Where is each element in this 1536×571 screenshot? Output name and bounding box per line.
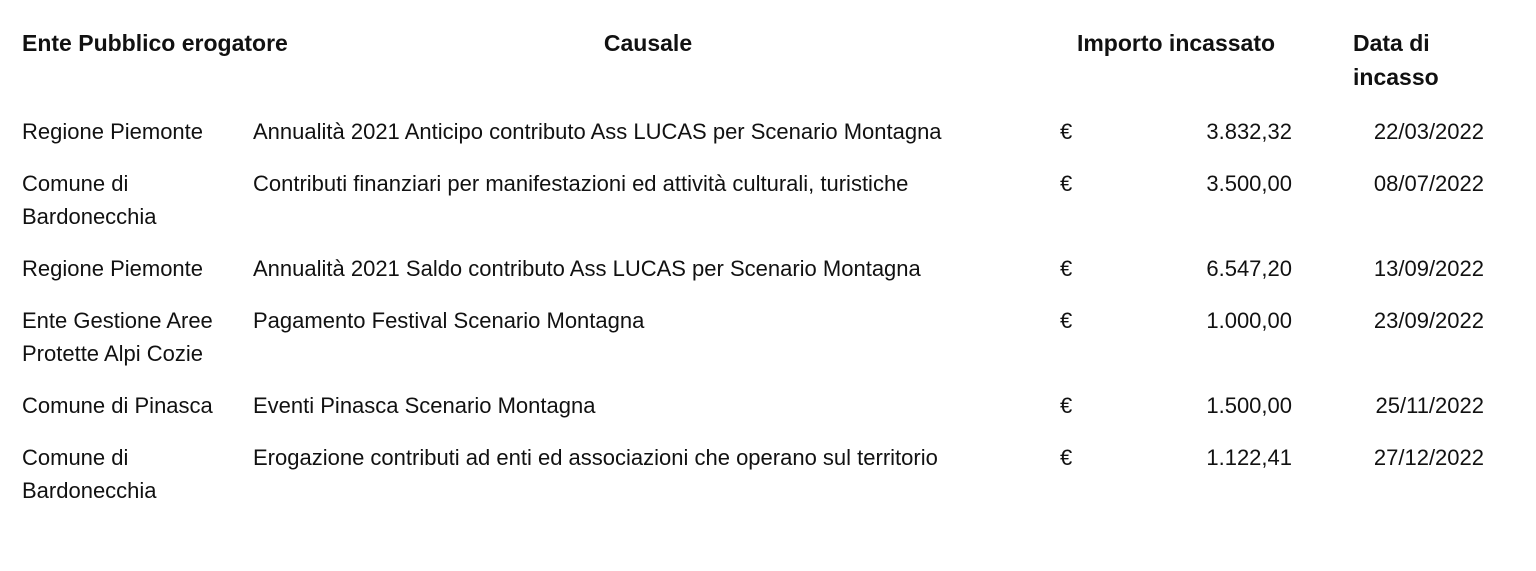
cell-importo: 6.547,20 (1206, 256, 1292, 281)
cell-currency: € (1060, 256, 1073, 281)
header-causale: Causale (603, 30, 693, 56)
header-ente: Ente Pubblico erogatore (22, 30, 288, 56)
cell-data: 08/07/2022 (1373, 171, 1484, 196)
cell-ente: Comune di Pinasca (22, 393, 213, 418)
cell-currency: € (1060, 393, 1073, 418)
cell-causale: Annualità 2021 Anticipo contributo Ass LUCAS per Scenario Montagna (253, 119, 942, 144)
cell-data: 23/09/2022 (1373, 308, 1484, 333)
cell-currency: € (1060, 119, 1073, 144)
cell-currency: € (1060, 445, 1073, 470)
cell-causale: Annualità 2021 Saldo contributo Ass LUCAS per Scenario Montagna (253, 256, 921, 281)
cell-currency: € (1060, 171, 1073, 196)
cell-importo: 1.122,41 (1206, 445, 1292, 470)
cell-causale: Contributi finanziari per manifestazioni ed attività culturali, turistiche (253, 171, 909, 196)
cell-ente: Regione Piemonte (22, 119, 204, 144)
header-data: Data di incasso (1353, 30, 1439, 90)
cell-causale: Erogazione contributi ad enti ed associazioni che operano sul territorio (253, 445, 938, 470)
cell-importo: 1.000,00 (1206, 308, 1292, 333)
cell-ente: Comune di Bardonecchia (22, 171, 157, 229)
cell-causale: Pagamento Festival Scenario Montagna (253, 308, 645, 333)
cell-ente: Ente Gestione Aree Protette Alpi Cozie (22, 308, 213, 366)
cell-causale: Eventi Pinasca Scenario Montagna (253, 393, 596, 418)
cell-currency: € (1060, 308, 1073, 333)
header-importo: Importo incassato (1076, 30, 1276, 56)
cell-ente: Comune di Bardonecchia (22, 445, 157, 503)
cell-importo: 3.500,00 (1206, 171, 1292, 196)
cell-data: 22/03/2022 (1373, 119, 1484, 144)
cell-ente: Regione Piemonte (22, 256, 204, 281)
cell-importo: 3.832,32 (1206, 119, 1292, 144)
cell-data: 27/12/2022 (1373, 445, 1484, 470)
cell-data: 25/11/2022 (1375, 393, 1484, 418)
cell-data: 13/09/2022 (1373, 256, 1484, 281)
cell-importo: 1.500,00 (1206, 393, 1292, 418)
